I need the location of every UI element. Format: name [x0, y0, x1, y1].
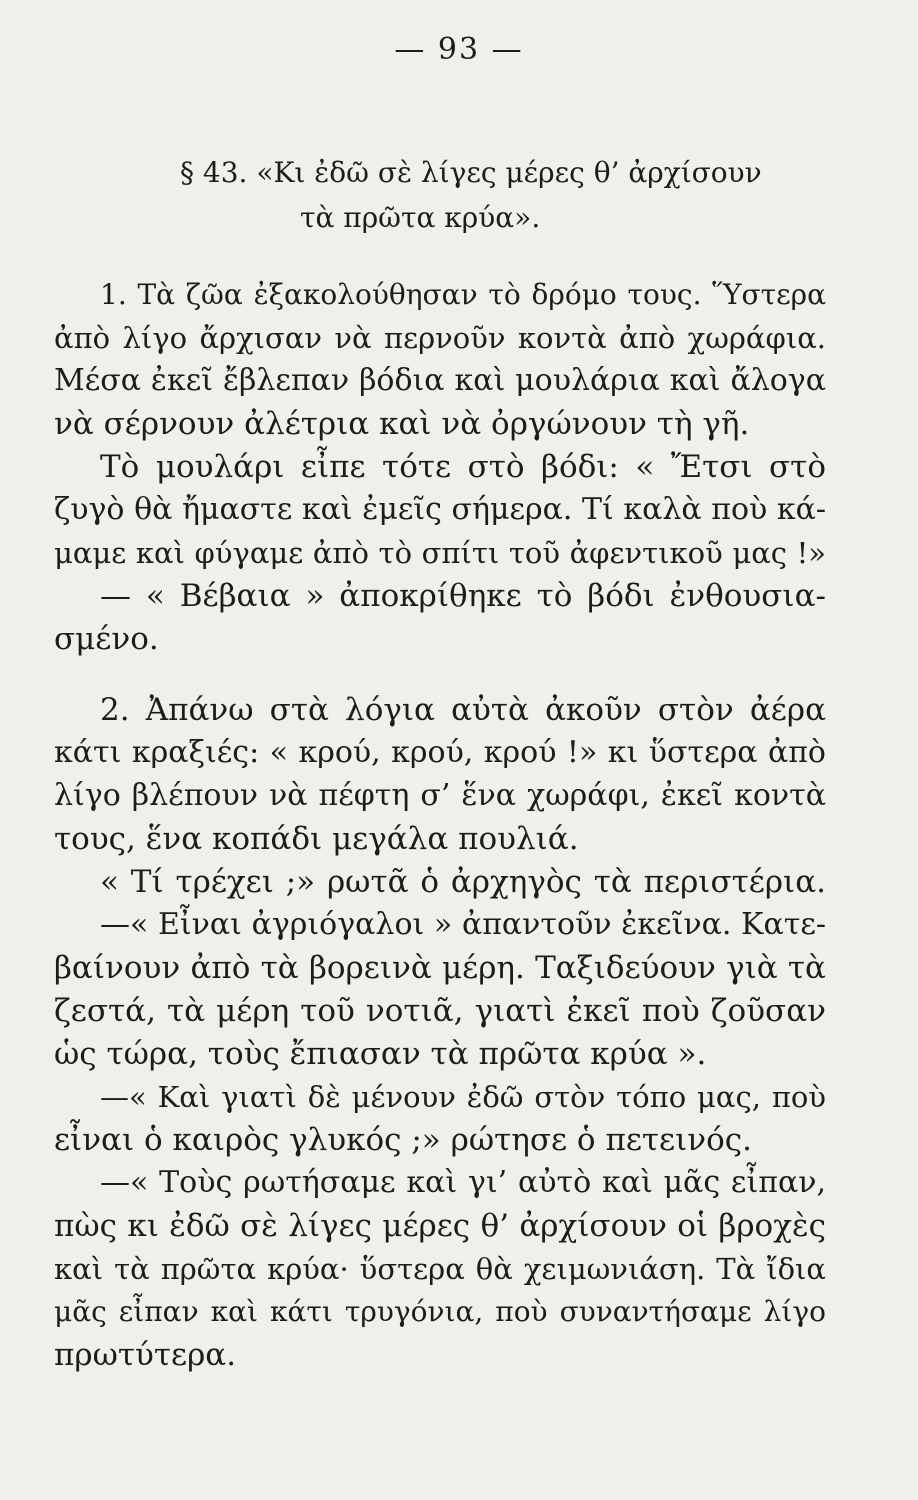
text-line: σμένο. [54, 621, 159, 657]
text-line: Μέσα ἐκεῖ ἔβλεπαν βόδια καὶ μουλάρια καὶ ἄλογα [54, 363, 826, 398]
text-line: ἀπὸ λίγο ἄρχισαν νὰ περνοῦν κοντὰ ἀπὸ χωράφια. [54, 321, 826, 355]
text-line: ὡς τώρα, τοὺς ἔπιασαν τὰ πρῶτα κρύα ». [54, 1036, 707, 1072]
text-line: —« Τοὺς ρωτήσαμε καὶ γι’ αὐτὸ καὶ μᾶς εἶπαν, [100, 1165, 826, 1200]
section-heading [180, 150, 800, 240]
text-line: Τὸ μουλάρι εἶπε τότε στὸ βόδι: « Ἔτσι στὸ [100, 449, 826, 485]
text-line: —« Εἶναι ἀγριόγαλοι » ἀπαντοῦν ἐκεῖνα. Κατε- [100, 907, 826, 942]
heading-line-1: § 43. «Κι ἐδῶ σὲ λίγες μέρες θ’ ἀρχίσουν [180, 156, 762, 189]
page-number: — 93 — [394, 32, 524, 67]
text-line: ζυγὸ θὰ ἤμαστε καὶ ἐμεῖς σήμερα. Τί καλὰ ποὺ κά- [54, 492, 826, 527]
text-line: ζεστά, τὰ μέρη τοῦ νοτιᾶ, γιατὶ ἐκεῖ ποὺ ζοῦσαν [54, 993, 826, 1029]
text-line: κάτι κραξιές: « κρού, κρού, κρού !» κι ὕστερα ἀπὸ [54, 735, 826, 770]
text-line: πρωτύτερα. [54, 1337, 237, 1373]
text-line: 1. Τὰ ζῶα ἐξακολούθησαν τὸ δρόμο τους. Ὕστερα [100, 278, 826, 311]
text-line: —« Καὶ γιατὶ δὲ μένουν ἐδῶ στὸν τόπο μας, ποὺ [100, 1080, 826, 1114]
text-line: νὰ σέρνουν ἀλέτρια καὶ νὰ ὀργώνουν τὴ γῆ. [54, 406, 750, 442]
text-line: μαμε καὶ φύγαμε ἀπὸ τὸ σπίτι τοῦ ἀφεντικοῦ μας !» [54, 536, 826, 570]
heading-line-2: τὰ πρῶτα κρύα». [300, 201, 541, 234]
text-line: καὶ τὰ πρῶτα κρύα· ὕστερα θὰ χειμωνιάση. Τὰ ἴδια [54, 1252, 826, 1286]
text-line: « Τί τρέχει ;» ρωτᾶ ὁ ἀρχηγὸς τὰ περιστέρια. [100, 864, 826, 900]
text-line: λίγο βλέπουν νὰ πέφτη σ’ ἕνα χωράφι, ἐκεῖ κοντὰ [54, 778, 826, 813]
text-line: βαίνουν ἀπὸ τὰ βορεινὰ μέρη. Ταξιδεύουν γιὰ τὰ [54, 950, 826, 986]
text-line: μᾶς εἶπαν καὶ κάτι τρυγόνια, ποὺ συναντήσαμε λίγο [54, 1295, 826, 1328]
text-line: 2. Ἀπάνω στὰ λόγια αὐτὰ ἀκοῦν στὸν ἀέρα [100, 692, 826, 728]
text-line: εἶναι ὁ καιρὸς γλυκός ;» ρώτησε ὁ πετεινός. [54, 1122, 752, 1158]
text-line: — « Βέβαια » ἀποκρίθηκε τὸ βόδι ἐνθουσια- [100, 578, 826, 614]
text-line: τους, ἕνα κοπάδι μεγάλα πουλιά. [54, 821, 579, 857]
text-line: πὼς κι ἐδῶ σὲ λίγες μέρες θ’ ἀρχίσουν οἱ βροχὲς [54, 1208, 826, 1244]
